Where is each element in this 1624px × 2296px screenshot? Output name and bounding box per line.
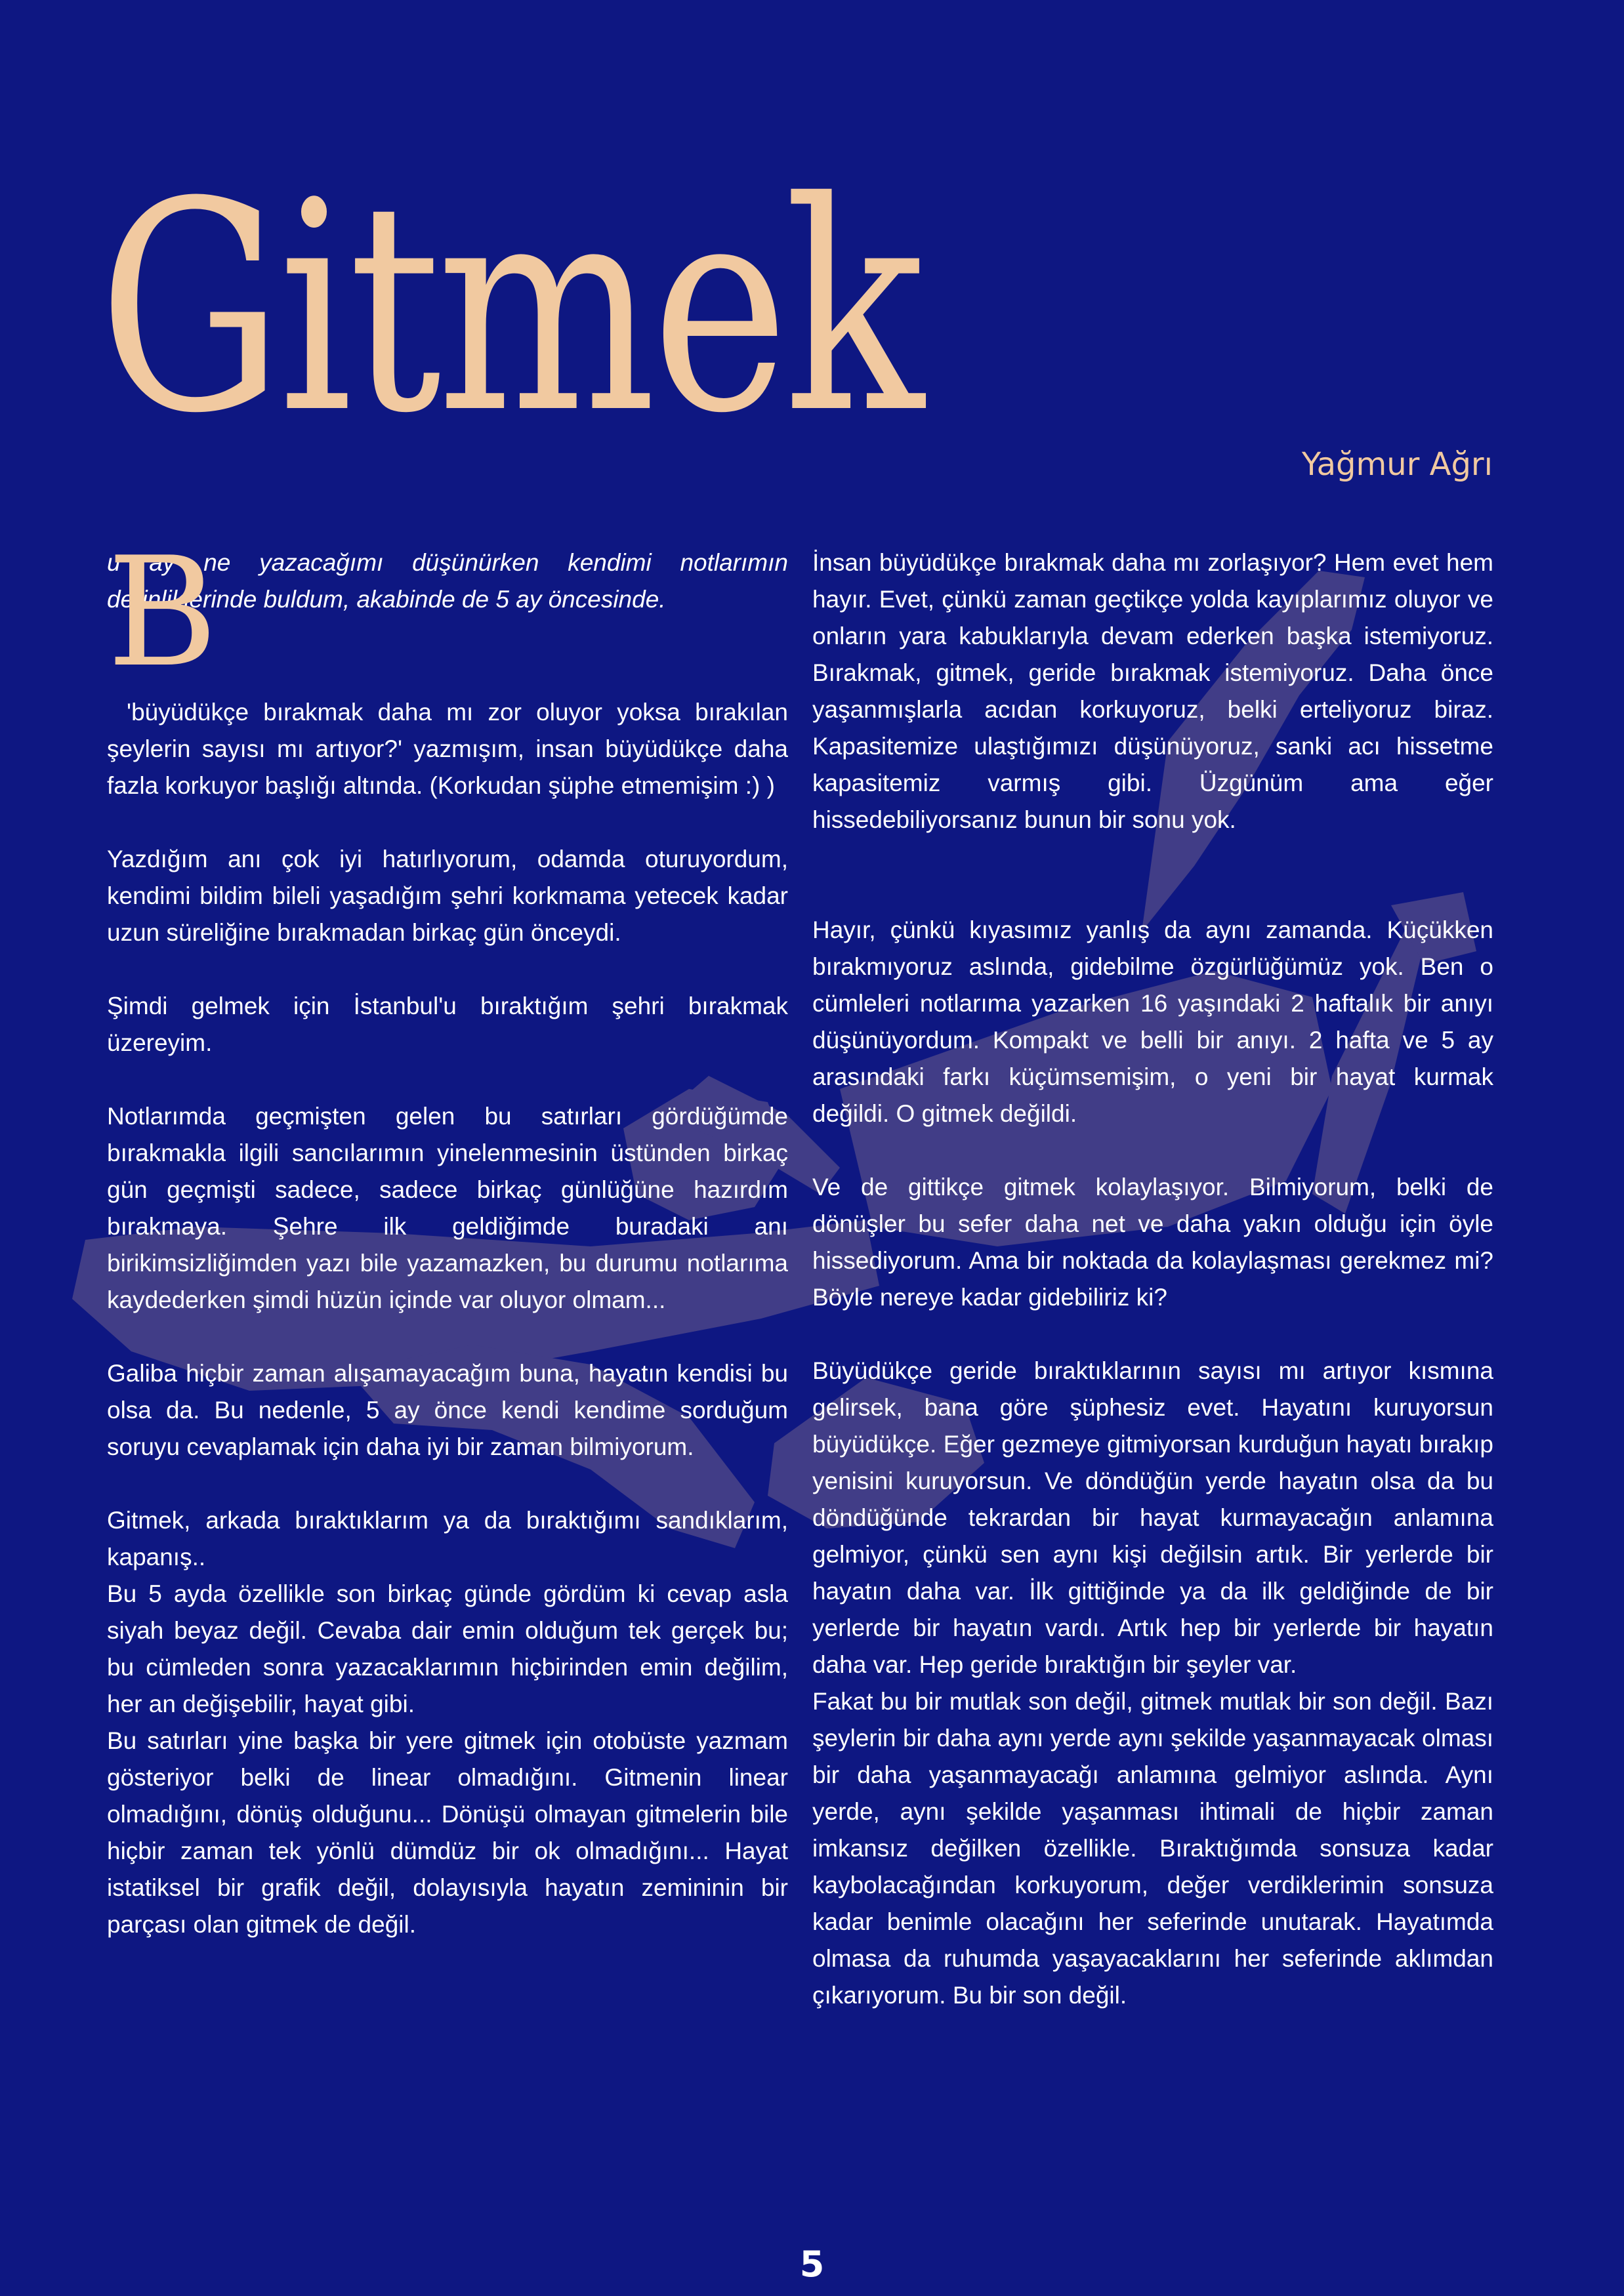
left-column <box>107 525 788 1943</box>
body-paragraph: Bu satırları yine başka bir yere gitmek için otobüste yazmam gösteriyor belki de linear olmadığını. Gitmenin linear olmadığını, dönüş olduğunu... Dönüşü olmayan gitmelerin bile hiçbir zaman tek yönlü dümdüz bir ok olmadığını... Hayat istatiksel bir grafik değil, dolayısıyla hayatın zemininin bir parçası olan gitmek de değil. <box>107 1727 788 1938</box>
intro-paragraph: u ay ne yazacağımı düşünürken kendimi notlarımın derinliklerinde buldum, akabinde de 5 ay öncesinde. <box>107 549 788 613</box>
right-column <box>812 544 1493 2014</box>
body-paragraph: Ve de gittikçe gitmek kolaylaşıyor. Bilmiyorum, belki de dönüşler bu sefer daha net ve daha yakın olduğu için öyle hissediyorum. Ama bir noktada da kolaylaşması gerekmez mi? Böyle nereye kadar gidebiliriz ki? <box>812 1174 1493 1311</box>
author-name: Yağmur Ağrı <box>1301 446 1493 483</box>
body-paragraph: Hayır, çünkü kıyasımız yanlış da aynı zamanda. Küçükken bırakmıyoruz aslında, gidebilme özgürlüğümüz yok. Ben o cümleleri notlarıma yazarken 16 yaşındaki 2 haftalık bir anıyı düşünüyordum. Kompakt ve belli bir anıyı. 2 hafta ve 5 ay arasındaki farkı küçümsemişim, o yeni bir hayat kurmak değildi. O gitmek değildi. <box>812 916 1493 1127</box>
intro-block <box>107 525 788 701</box>
body-paragraph: Bu 5 ayda özellikle son birkaç günde gördüm ki cevap asla siyah beyaz değil. Cevaba dair emin olduğum tek gerçek bu; bu cümleden sonra yazacaklarımın hiçbirinden emin değilim, her an değişebilir, hayat gibi. <box>107 1580 788 1717</box>
body-paragraph: Galiba hiçbir zaman alışamayacağım buna, hayatın kendisi bu olsa da. Bu nedenle, 5 ay önce kendi kendime sorduğum soruyu cevaplamak için daha iyi bir zaman bilmiyorum. <box>107 1360 788 1460</box>
drop-cap: B <box>107 525 219 701</box>
body-paragraph: Şimdi gelmek için İstanbul'u bıraktığım şehri bırakmak üzereyim. <box>107 993 788 1056</box>
body-paragraph: İnsan büyüdükçe bırakmak daha mı zorlaşıyor? Hem evet hem hayır. Evet, çünkü zaman geçtikçe yolda kayıplarımız oluyor ve onların yara kabuklarıyla devam ederken başka istemiyoruz. Bırakmak, gitmek, geride bırakmak istemiyoruz. Daha önce yaşanmışlarla acıdan korkuyoruz, belki erteliyoruz biraz. Kapasitemize ulaştığımızı düşünüyoruz, sanki acı hissetme kapasitemiz varmış gibi. Üzgünüm ama eğer hissedebiliyorsanız bunun bir sonu yok. <box>812 549 1493 833</box>
body-paragraph: Notlarımda geçmişten gelen bu satırları gördüğümde bırakmakla ilgili sancılarımın yinelenmesinin üstünden birkaç gün geçmişti sadece, sadece birkaç günlüğüne hazırdım bırakmaya. Şehre ilk geldiğimde buradaki anı birikimsizliğimden yazı bile yazamazken, bu durumu notlarıma kaydederken şimdi hüzün içinde var oluyor olmam... <box>107 1103 788 1313</box>
body-paragraph: 'büyüdükçe bırakmak daha mı zor oluyor yoksa bırakılan şeylerin sayısı mı artıyor?' yazmışım, insan büyüdükçe daha fazla korkuyor başlığı altında. (Korkudan şüphe etmemişim :) ) <box>107 699 788 799</box>
page-number: 5 <box>799 2244 825 2285</box>
article-title: Gitmek <box>98 140 921 476</box>
body-paragraph: Büyüdükçe geride bıraktıklarının sayısı mı artıyor kısmına gelirsek, bana göre şüphesiz evet. Hayatını kuruyorsun büyüdükçe. Eğer gezmeye gitmiyorsan kurduğun hayatı bırakıp yenisini kuruyorsun. Ve döndüğün yerde hayatın olsa da bu döndüğünde tekrardan bir hayat kurmayacağın anlamına gelmiyor, çünkü sen aynı kişi değilsin artık. Bir yerlerde bir hayatın daha var. İlk gittiğinde ya da ilk geldiğinde de bir yerlerde bir hayatın vardı. Artık hep bir yerlerde bir hayatın daha var. Hep geride bıraktığın bir şeyler var. <box>812 1357 1493 1678</box>
body-paragraph: Gitmek, arkada bıraktıklarım ya da bıraktığımı sandıklarım, kapanış.. <box>107 1507 788 1570</box>
body-paragraph: Fakat bu bir mutlak son değil, gitmek mutlak bir son değil. Bazı şeylerin bir daha aynı yerde aynı şekilde yaşanmayacak olması bir daha yaşanmayacağı anlamına gelmiyor aslında. Aynı yerde, aynı şekilde yaşanması ihtimali de hiçbir zaman imkansız değilken özellikle. Bıraktığımda sonsuza kadar kaybolacağından korkuyorum, değer verdiklerimin sonsuza kadar benimle olacağını her seferinde unutarak. Hayatımda olmasa da ruhumda yaşayacaklarını her seferinde aklımdan çıkarıyorum. Bu bir son değil. <box>812 1688 1493 2009</box>
body-paragraph: Yazdığım anı çok iyi hatırlıyorum, odamda oturuyordum, kendimi bildim bileli yaşadığım şehri korkmama yetecek kadar uzun süreliğine bırakmadan birkaç gün önceydi. <box>107 846 788 946</box>
